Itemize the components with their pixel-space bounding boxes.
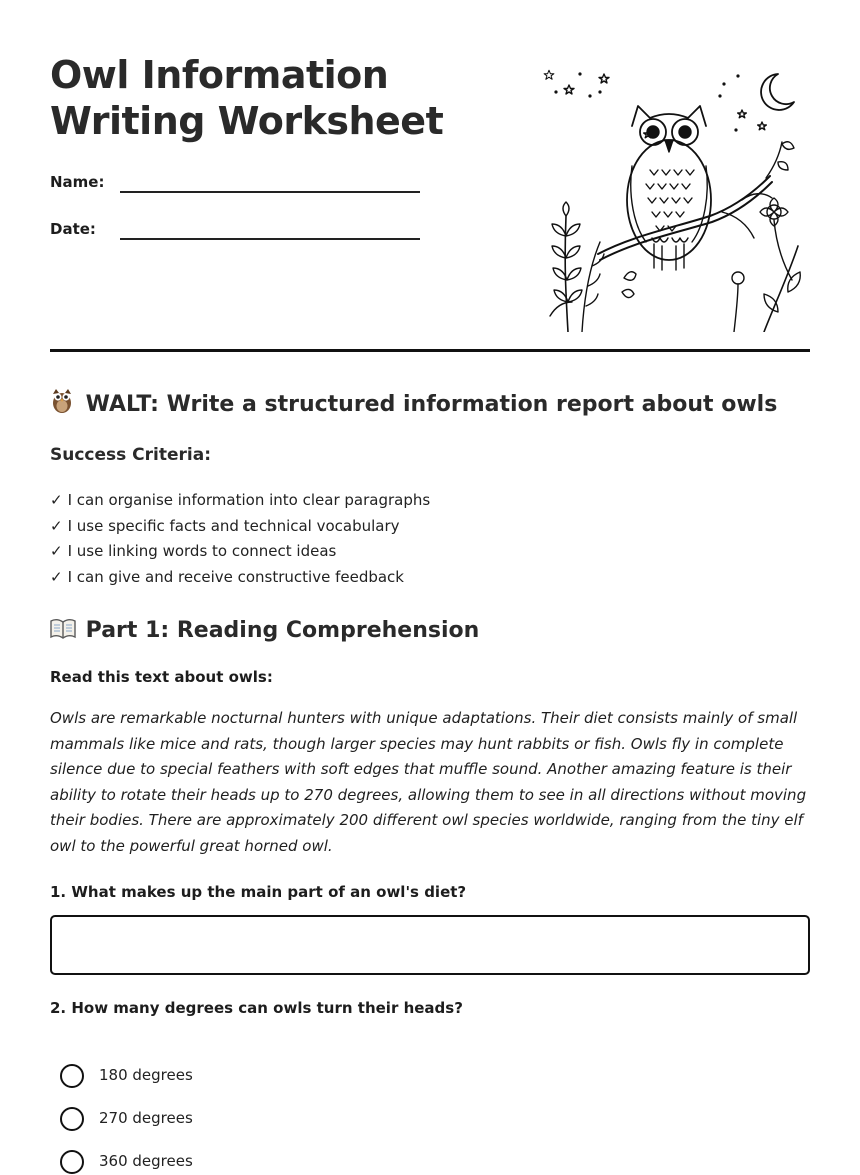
radio-button[interactable] — [60, 1150, 84, 1174]
reading-prompt: Read this text about owls: — [50, 668, 273, 686]
criteria-item — [50, 565, 430, 591]
criteria-text: I use specific facts and technical vocabulary — [67, 516, 400, 535]
date-writing-line[interactable] — [120, 238, 420, 240]
walt-heading — [50, 388, 777, 424]
check-icon: ✓ — [50, 516, 63, 535]
question-1-answer-input[interactable] — [50, 915, 810, 975]
option-label: 270 degrees — [99, 1109, 193, 1127]
success-criteria-heading: Success Criteria: — [50, 445, 212, 465]
worksheet-page — [50, 0, 810, 1170]
option-label: 180 degrees — [99, 1066, 193, 1084]
name-writing-line[interactable] — [120, 191, 420, 193]
option-180-degrees[interactable] — [60, 1063, 360, 1089]
question-1: 1. What makes up the main part of an owl's diet? — [50, 883, 467, 901]
reading-passage: Owls are remarkable nocturnal hunters with unique adaptations. Their diet consists mainly of small mammals like mice and rats, though larger species may hunt rabbits or fish. Owls fly in complete silence due to special feathers with soft edges that muffle sound. Another amazing feature is their ability to rotate their heads up to 270 degrees, allowing them to see in all directions without moving their bodies. There are approximately 200 different owl species worldwide, ranging from the tiny elf owl to the powerful great horned owl. — [50, 709, 807, 855]
title-line-1: Owl Information — [50, 53, 389, 97]
success-criteria-list — [50, 488, 430, 590]
walt-text: WALT: Write a structured information report about owls — [85, 392, 778, 417]
header-divider — [50, 349, 810, 352]
radio-button[interactable] — [60, 1107, 84, 1131]
criteria-item — [50, 539, 430, 565]
option-270-degrees[interactable] — [60, 1106, 360, 1132]
criteria-text: I can organise information into clear paragraphs — [67, 491, 431, 509]
owl-emoji-icon — [50, 388, 78, 424]
owl-on-branch-illustration — [542, 66, 810, 332]
part1-title: Part 1: Reading Comprehension — [85, 618, 480, 643]
page-title — [50, 52, 450, 144]
option-label: 360 degrees — [99, 1152, 193, 1170]
criteria-item — [50, 488, 430, 514]
worksheet-header — [50, 50, 810, 352]
date-label: Date: — [50, 220, 96, 238]
check-icon: ✓ — [50, 542, 63, 561]
part1-heading — [50, 615, 479, 650]
open-book-icon — [50, 618, 78, 650]
name-label: Name: — [50, 173, 105, 191]
name-field[interactable] — [50, 165, 420, 195]
check-icon: ✓ — [50, 567, 63, 586]
criteria-text: I can give and receive constructive feedback — [67, 567, 404, 586]
radio-button[interactable] — [60, 1064, 84, 1088]
check-icon: ✓ — [50, 491, 63, 509]
date-field[interactable] — [50, 212, 420, 242]
option-360-degrees[interactable] — [60, 1149, 360, 1175]
criteria-text: I use linking words to connect ideas — [67, 542, 337, 561]
criteria-item — [50, 514, 430, 540]
title-line-2: Writing Worksheet — [50, 99, 444, 143]
question-2: 2. How many degrees can owls turn their heads? — [50, 999, 463, 1017]
